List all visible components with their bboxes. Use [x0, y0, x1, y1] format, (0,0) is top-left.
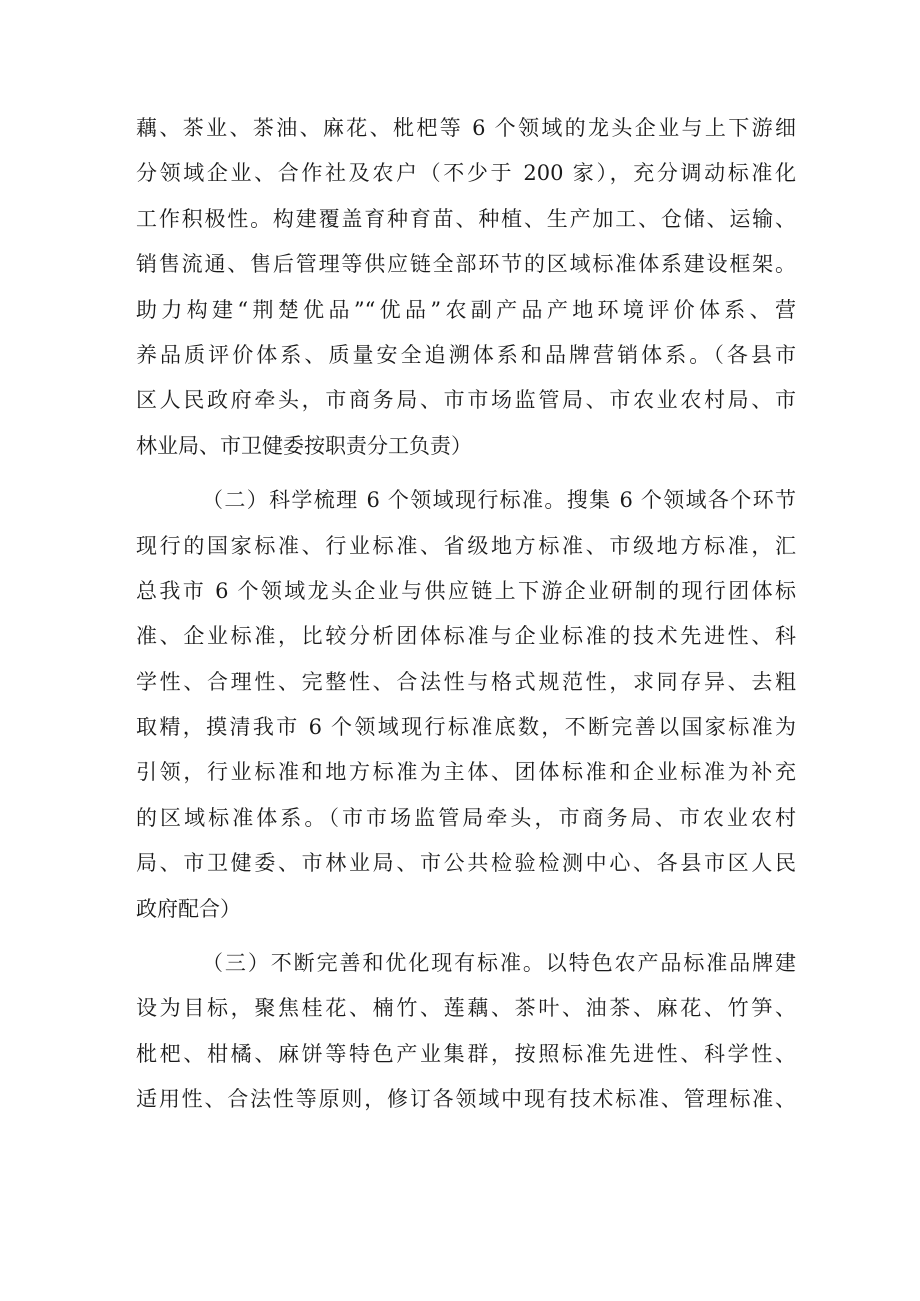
text-line: 政府配合） — [136, 896, 241, 921]
text-line: 引领，行业标准和地方标准为主体、团体标准和企业标准为补充 — [136, 760, 796, 785]
text-line: 养品质评价体系、质量安全追溯体系和品牌营销体系。（各县市 — [136, 342, 796, 367]
paragraph-gap — [136, 469, 796, 478]
text-line: 学性、合理性、完整性、合法性与格式规范性，求同存异、去粗 — [136, 669, 796, 694]
text-line: 取精，摸清我市 6 个领域现行标准底数，不断完善以国家标准为 — [136, 715, 796, 740]
document-body — [136, 106, 796, 1123]
text-line: 总我市 6 个领域龙头企业与供应链上下游企业研制的现行团体标 — [136, 578, 796, 603]
paragraph-1 — [136, 106, 796, 469]
text-line: 现行的国家标准、行业标准、省级地方标准、市级地方标准，汇 — [136, 533, 796, 558]
text-line: 助力构建“荆楚优品”“优品”农副产品产地环境评价体系、营 — [136, 297, 796, 322]
text-line: 林业局、市卫健委按职责分工负责） — [136, 433, 472, 458]
text-line: 的区域标准体系。（市市场监管局牵头，市商务局、市农业农村 — [136, 805, 796, 830]
text-line: （二）科学梳理 6 个领域现行标准。搜集 6 个领域各个环节 — [202, 488, 796, 513]
paragraph-2 — [136, 478, 796, 932]
text-line: 设为目标，聚焦桂花、楠竹、莲藕、茶叶、油茶、麻花、竹笋、 — [136, 996, 796, 1021]
text-line: 局、市卫健委、市林业局、市公共检验检测中心、各县市区人民 — [136, 851, 796, 876]
paragraph-3 — [136, 941, 796, 1123]
text-line: 枇杷、柑橘、麻饼等特色产业集群，按照标准先进性、科学性、 — [136, 1041, 796, 1066]
text-line: 销售流通、售后管理等供应链全部环节的区域标准体系建设框架。 — [136, 252, 796, 277]
paragraph-gap — [136, 932, 796, 941]
text-line: 准、企业标准，比较分析团体标准与企业标准的技术先进性、科 — [136, 624, 796, 649]
text-line: 藕、茶业、茶油、麻花、枇杷等 6 个领域的龙头企业与上下游细 — [136, 116, 796, 140]
text-line: 适用性、合法性等原则，修订各领域中现有技术标准、管理标准、 — [136, 1087, 796, 1112]
text-line: 分领域企业、合作社及农户（不少于 200 家），充分调动标准化 — [136, 161, 796, 186]
text-line: 区人民政府牵头，市商务局、市市场监管局、市农业农村局、市 — [136, 388, 796, 413]
text-line: （三）不断完善和优化现有标准。以特色农产品标准品牌建 — [202, 951, 796, 976]
text-line: 工作积极性。构建覆盖育种育苗、种植、生产加工、仓储、运输、 — [136, 206, 796, 231]
